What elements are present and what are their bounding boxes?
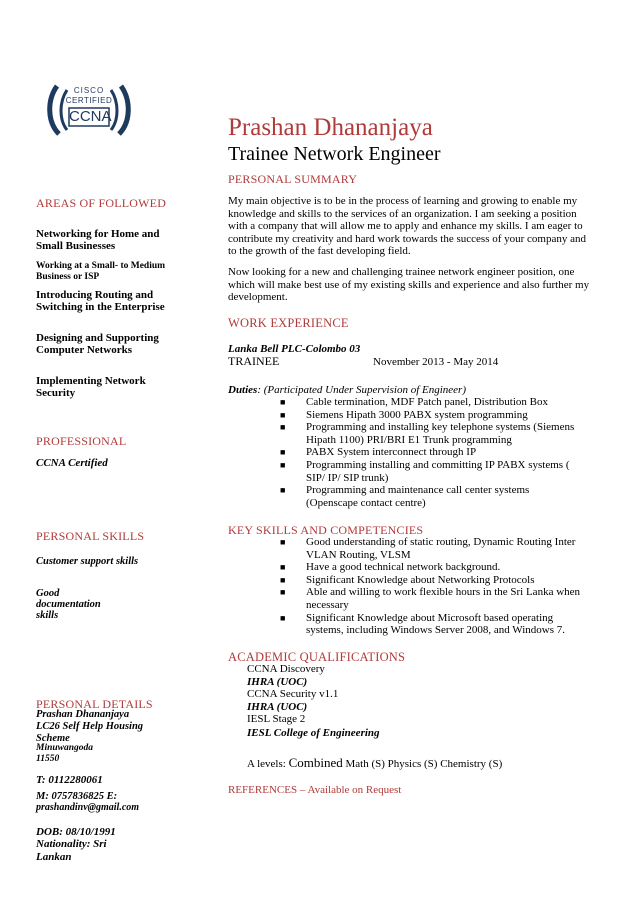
employment-dates: November 2013 - May 2014	[373, 356, 499, 368]
qualification: IESL Stage 2	[247, 713, 306, 725]
logo-badge: CCNA	[69, 108, 112, 125]
list-item: ■ Good understanding of static routing, Dynamic Routing Inter VLAN Routing, VLSM	[280, 536, 576, 561]
bullet-icon: ■	[280, 485, 286, 496]
area-item: Introducing Routing and Switching in the Enterprise	[36, 289, 165, 313]
areas-heading: AREAS OF FOLLOWED	[36, 196, 167, 210]
details-mobile: M: 0757836825 E:	[36, 791, 118, 802]
details-address-2: Minuwangoda	[36, 743, 94, 753]
skills-list	[280, 536, 586, 637]
professional-cert: CCNA Certified	[36, 457, 108, 469]
institution: IESL College of Engineering	[247, 727, 380, 739]
personal-summary-heading: PERSONAL SUMMARY	[228, 172, 358, 186]
duties-list	[280, 396, 576, 509]
details-address-3: 11550	[36, 754, 60, 764]
details-phone: T: 0112280061	[36, 774, 103, 786]
list-item: ■ Programming and maintenance call center systems (Openscape contact centre)	[280, 484, 530, 509]
list-item: ■ Programming installing and committing IP PABX systems ( SIP/ IP/ SIP trunk)	[280, 458, 570, 484]
summary-paragraph-1: My main objective is to be in the process of learning and growing to enable my knowledge and skills to the services of an organization. I am seeking a position with a company that will allow me to apply and enhance my skills. I am eager to contribute my creativity and hard work towards the success of your company and to the growth of the fast developing field.	[228, 195, 587, 258]
work-experience-heading: WORK EXPERIENCE	[228, 316, 349, 330]
duties-note: : (Participated Under Supervision of Engineer)	[257, 384, 466, 396]
logo-certified: CERTIFIED	[65, 96, 113, 105]
bullet-icon: ■	[280, 422, 286, 433]
summary-paragraph-2: Now looking for a new and challenging trainee network engineer position, one which will make best use of my existing skills and experience and also further my development.	[228, 266, 590, 304]
academic-heading: ACADEMIC QUALIFICATIONS	[228, 650, 406, 664]
area-item: Implementing Network Security	[36, 375, 146, 399]
personal-details-heading: PERSONAL DETAILS	[36, 697, 153, 711]
list-item: ■ Able and willing to work flexible hours in the Sri Lanka when necessary	[280, 586, 581, 611]
area-item: Designing and Supporting Computer Networks	[36, 332, 159, 356]
professional-heading: PROFESSIONAL	[36, 434, 127, 448]
bullet-icon: ■	[280, 397, 286, 407]
bullet-icon: ■	[280, 459, 286, 470]
list-item: ■ Programming and installing key telephone systems (Siemens Hipath 1100) PRI/BRI E1 Trunk programming	[280, 421, 575, 446]
candidate-name: Prashan Dhananjaya	[228, 114, 433, 141]
details-dob: DOB: 08/10/1991	[36, 826, 116, 838]
logo-brand: CISCO	[73, 86, 105, 95]
position: TRAINEE	[228, 354, 280, 368]
area-item: Networking for Home and Small Businesses	[36, 228, 160, 252]
job-title: Trainee Network Engineer	[228, 143, 441, 165]
institution: IHRA (UOC)	[247, 676, 308, 688]
skill-item: Good documentation skills	[36, 588, 101, 621]
bullet-icon: ■	[280, 587, 286, 598]
qualification: CCNA Security v1.1	[247, 688, 339, 700]
list-item: ■ Siemens Hipath 3000 PABX system programming	[280, 408, 528, 421]
references: REFERENCES – Available on Request	[228, 784, 402, 796]
bullet-icon: ■	[280, 574, 286, 585]
list-item: ■ Significant Knowledge about Microsoft based operating systems, including Windows Server 2008, and Windows 7.	[280, 611, 566, 637]
bullet-icon: ■	[280, 447, 286, 458]
list-item: ■ Significant Knowledge about Networking Protocols	[280, 573, 535, 586]
institution: IHRA (UOC)	[247, 701, 308, 713]
duties-intro	[228, 384, 466, 396]
key-skills-heading: KEY SKILLS AND COMPETENCIES	[228, 523, 424, 537]
bullet-icon: ■	[280, 409, 286, 420]
details-name: Prashan Dhananjaya	[36, 709, 130, 720]
list-item: ■ PABX System interconnect through IP	[280, 446, 477, 459]
skill-item: Customer support skills	[36, 556, 139, 567]
bullet-icon: ■	[280, 537, 286, 547]
qualification: CCNA Discovery	[247, 663, 325, 675]
area-item: Working at a Small- to Medium Business or ISP	[36, 261, 166, 282]
duties-label: Duties	[228, 384, 258, 396]
details-address-1: LC26 Self Help Housing Scheme	[36, 721, 144, 744]
personal-skills-heading: PERSONAL SKILLS	[36, 529, 145, 543]
details-email: prashandinv@gmail.com	[36, 802, 140, 813]
company-name: Lanka Bell PLC-Colombo 03	[228, 343, 361, 355]
list-item: ■ Have a good technical network background.	[280, 561, 501, 574]
bullet-icon: ■	[280, 562, 286, 573]
bullet-icon: ■	[280, 612, 286, 623]
details-nationality: Nationality: Sri Lankan	[36, 838, 107, 863]
cisco-ccna-logo	[45, 78, 133, 142]
a-levels: A levels: Combined Math (S) Physics (S) Chemistry (S)	[247, 755, 503, 770]
list-item: ■ Cable termination, MDF Patch panel, Distribution Box	[280, 396, 548, 408]
